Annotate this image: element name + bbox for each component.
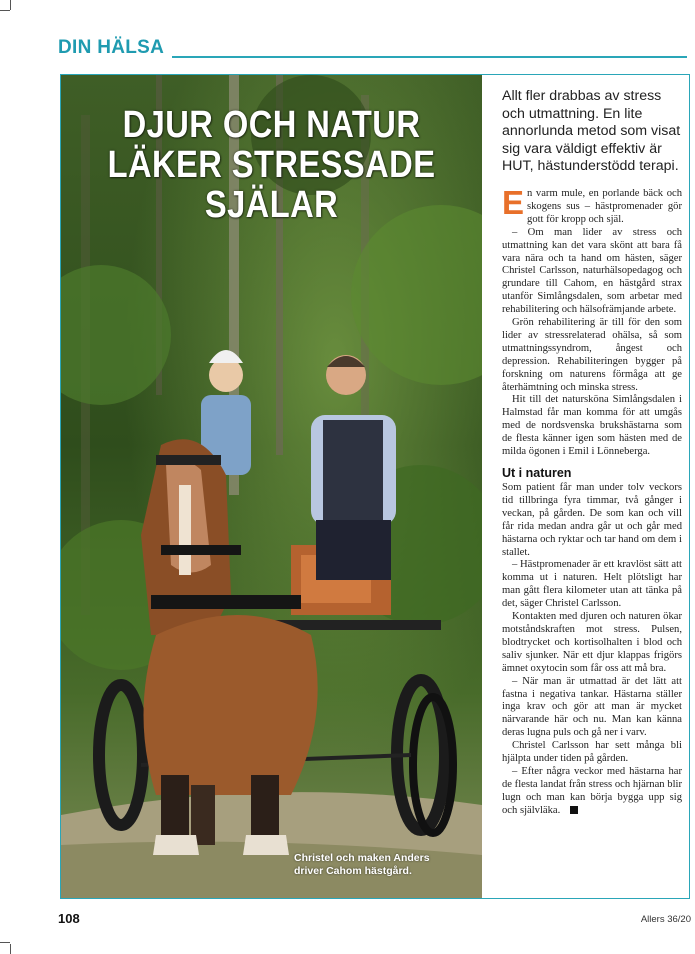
article-paragraph: Kontakten med djuren och naturen ökar motståndskraften mot stress. Pulsen, blodtrycket och kortisolhalten i blod och saliv sjunker. När ett djur klappas frigörs ämnet oxytocin som får oss att må bra. bbox=[502, 611, 682, 674]
paragraph-text: – Efter några veckor med hästarna har de flesta landat från stress och hjärnan blir lugn och man kan börja bygga upp sig och självläka. bbox=[502, 765, 682, 816]
photo-caption bbox=[294, 852, 474, 878]
issue-label: Allers 36/20 bbox=[640, 914, 691, 925]
crop-mark bbox=[0, 942, 10, 943]
article-paragraph: Som patient får man under tolv veckors tid tillbringa fyra timmar, två gånger i veckan, på gården. De som kan och vill får rida medan andra går ut och går med hästarna och ryktar och tar hand om dem i stallet. bbox=[502, 482, 682, 558]
article-paragraph: Christel Carlsson har sett många bli hjälpta under tiden på gården. bbox=[502, 740, 682, 765]
article-paragraph: Grön rehabilitering är till för den som lider av stressrelaterad ohälsa, så som utmattningssyndrom, ångest och depression. Rehabiliteringen bygger på forskning om naturens förmåga att ge återhämtning och minska stress. bbox=[502, 317, 682, 393]
article-paragraph bbox=[502, 183, 682, 227]
article-paragraph: – Om man lider av stress och utmattning kan det vara skönt att bara få vara nära och ta hand om hästen, säger Christel Carlsson, naturhälsopedagog och grundare till Cahom, en hästgård strax utanför Simlångsdalen, som arbetar med rehabilitering och hälsofrämjande arbete. bbox=[502, 226, 682, 316]
article-headline bbox=[90, 105, 452, 225]
headline-line: DJUR OCH NATUR bbox=[122, 104, 421, 146]
drop-cap: E bbox=[502, 183, 525, 221]
article-paragraph: – När man är utmattad är det lätt att fastna i negativa tankar. Hästarna ställer inga krav och gör att man är mycket närvarande här och nu. Man kan känna deras lugna puls och gå ner i varv. bbox=[502, 675, 682, 739]
paragraph-text: n varm mule, en porlande bäck och skogens sus – hästpromenader gör gott för kropp och själ. bbox=[527, 187, 682, 225]
caption-line: Christel och maken Anders bbox=[294, 852, 430, 864]
article-paragraph: – Hästpromenader är ett kravlöst sätt att komma ut i naturen. Helt plötsligt har man gått flera kilometer utan att tänka på det, säger Christel Carlsson. bbox=[502, 559, 682, 610]
article-intro: Allt fler drabbas av stress och utmattning. En lite annorlunda metod som visat sig vara väldigt effektiv är HUT, hästunderstödd terapi. bbox=[502, 88, 681, 175]
crop-mark bbox=[10, 0, 11, 10]
crop-mark bbox=[10, 944, 11, 954]
headline-line: LÄKER STRESSADE bbox=[107, 144, 436, 186]
article-text-column bbox=[502, 88, 682, 818]
section-rule bbox=[172, 56, 687, 58]
article-paragraph bbox=[502, 766, 682, 818]
article-photo bbox=[61, 75, 482, 898]
crop-mark bbox=[0, 10, 10, 11]
section-label: DIN HÄLSA bbox=[58, 37, 165, 58]
article-subhead: Ut i naturen bbox=[502, 466, 572, 480]
headline-line: SJÄLAR bbox=[204, 184, 339, 226]
article-body bbox=[502, 183, 682, 818]
end-mark-icon bbox=[570, 806, 578, 814]
article-paragraph: Hit till det natursköna Simlångsdalen i Halmstad får man komma för att umgås med de nordsvenska brukshästarna som de flesta känner igen som hästen med de milda ögonen i Emil i Lönneberga. bbox=[502, 394, 682, 458]
caption-line: driver Cahom hästgård. bbox=[294, 865, 412, 877]
page-number: 108 bbox=[58, 911, 80, 926]
